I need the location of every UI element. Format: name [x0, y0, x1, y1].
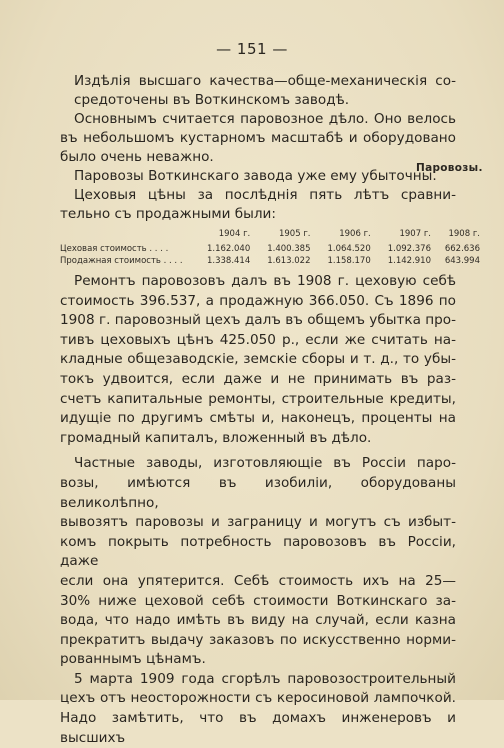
text-line: стоимость 396.537, а продажную 366.050. Съ 1896 по [60, 292, 456, 309]
table-header-row [60, 228, 480, 243]
text-line: 1908 г. паровозный цехъ далъ въ общемъ убытка про- [60, 312, 456, 329]
text-line: было очень неважно. [60, 149, 214, 165]
margin-note: Паровозы. [416, 162, 483, 174]
text-line: идущіе по другимъ смѣты и, наконецъ, проценты на [60, 410, 456, 427]
body-text [60, 272, 456, 748]
text-line: 5 марта 1909 года сгорѣлъ паровозостроительный [74, 670, 456, 687]
paragraph [60, 186, 456, 224]
cost-table [60, 228, 480, 267]
column-header: 1906 г. [339, 229, 371, 239]
text-line: токъ удвоится, если даже и не принимать въ раз- [60, 370, 456, 387]
row-label: Продажная стоимость . . . . [60, 256, 183, 266]
column-header: 1904 г. [218, 229, 251, 239]
column-header: 1907 г. [399, 229, 431, 239]
table-cell: 1.162.040 [206, 244, 251, 254]
text-line: счетъ капитальные ремонты, строительные кредиты, [60, 390, 456, 407]
paragraph [60, 670, 456, 748]
table-header-spacer [60, 228, 190, 243]
text-line: вывозятъ паровозы и заграницу и могутъ съ избыт- [60, 514, 456, 531]
table-cell: 1.338.414 [206, 256, 251, 266]
text-line: рованнымъ цѣнамъ. [60, 651, 206, 668]
paragraph [60, 72, 456, 110]
text-line: прекратитъ выдачу заказовъ по искусственно норми- [60, 631, 456, 648]
text-line: тивъ цеховыхъ цѣнъ 425.050 р., если же считать на- [60, 331, 456, 348]
text-line: Основнымъ считается паровозное дѣло. Оно велось [74, 111, 456, 127]
text-line: средоточены въ Воткинскомъ заводѣ. [74, 92, 350, 108]
text-line: Паровозы Воткинскаго завода уже ему убыточны. [74, 168, 437, 184]
paragraph [60, 167, 456, 186]
column-header: 1905 г. [278, 229, 311, 239]
table-cell: 1.613.022 [267, 256, 311, 266]
row-label: Цеховая стоимость . . . . [60, 244, 169, 254]
text-line: Цеховыя цѣны за послѣднія пять лѣтъ сравни- [74, 187, 456, 203]
text-line: кладные общезаводскіе, земскіе сборы и т. д., то убы- [60, 351, 456, 368]
table-cell: 643.994 [444, 256, 480, 266]
table-row [60, 243, 480, 255]
table-cell: 1.064.520 [327, 244, 371, 254]
table-cell: 1.158.170 [327, 256, 371, 266]
text-line: въ небольшомъ кустарномъ масштабѣ и оборудовано [60, 130, 456, 146]
text-line: если она упятерится. Себѣ стоимость ихъ на 25— [60, 572, 456, 589]
table-cell: 662.636 [444, 244, 480, 254]
text-line: Издѣлія высшаго качества—обще-механическія со- [74, 73, 456, 89]
text-line: Ремонтъ паровозовъ далъ въ 1908 г. цеховую себѣ [74, 273, 456, 289]
text-line: комъ покрыть потребность паровозовъ въ Россіи, даже [60, 533, 456, 570]
text-line: Надо замѣтить, что въ домахъ инженеровъ и высшихъ [60, 710, 456, 746]
text-line: тельно съ продажными были: [60, 206, 276, 222]
paragraph [60, 272, 456, 448]
text-line: цехъ отъ неосторожности съ керосиновой лампочкой. [60, 690, 456, 707]
paragraph [60, 110, 456, 167]
table-row [60, 255, 480, 267]
text-line: громадный капиталъ, вложенный въ дѣло. [60, 429, 372, 446]
paragraph [60, 454, 456, 670]
page-number: — 151 — [216, 40, 288, 58]
text-line: Частные заводы, изготовляющіе въ Россіи паро- [74, 455, 456, 472]
table-cell: 1.400.385 [267, 244, 311, 254]
text-line: вода, что надо имѣть въ виду на случай, если казна [60, 612, 456, 629]
text-line: возы, имѣются въ изобиліи, оборудованы великолѣпно, [60, 474, 456, 511]
column-header: 1908 г. [448, 229, 480, 239]
intro-text [60, 72, 456, 224]
text-line: 30% ниже цеховой себѣ стоимости Воткинскаго за- [60, 592, 456, 609]
table-cell: 1.142.910 [387, 256, 431, 266]
table-cell: 1.092.376 [387, 244, 431, 254]
